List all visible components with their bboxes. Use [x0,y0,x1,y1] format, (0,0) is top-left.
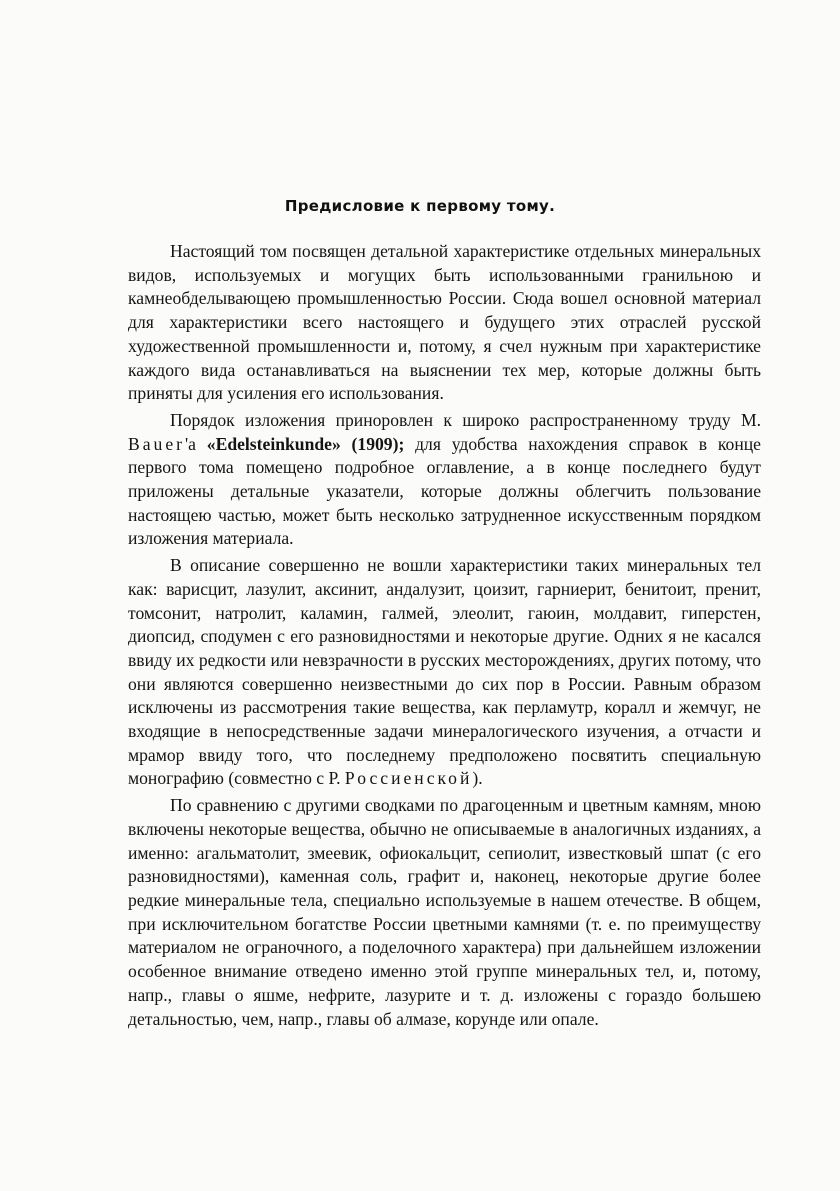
preface-title: Предисловие к первому тому. [284,197,556,215]
paragraph-3 [128,554,761,791]
paragraph-2-end: для удобства нахождения справок в конце первого тома помещено подробное оглавление, а в конце последнего будут приложены детальные указатели, которые должны облегчить пользование настоящею частью, может быть несколько затрудненное искусственным порядком изложения материала. [128,433,761,549]
preface-body [128,240,761,1031]
book-title: «Edelsteinkunde» (1909); [206,433,405,454]
paragraph-1: Настоящий том посвящен детальной характеристике отдельных минеральных видов, используемых и могущих быть использованными гранильною и камнеобделывающею промышленностью России. Сюда вошел основной материал для характеристики всего настоящего и будущего этих отраслей русской художественной промышленности и, потому, я счел нужным при характеристике каждого вида останавливаться на выяснении тех мер, которые должны быть приняты для усиления его использования. [128,241,761,404]
author-name: Bauer [128,433,186,454]
paragraph-2 [128,409,761,551]
paragraph-3-start: В описание совершенно не вошли характеристики таких минеральных тел как: варисцит, лазулит, аксинит, андалузит, цоизит, гарниерит, бенитоит, пренит, томсонит, натролит, каламин, галмей, элеолит, гаюин, молдавит, гиперстен, диопсид, сподумен с его разновидностями и некоторые другие. Одних я не касался ввиду их редкости или невзрачности в русских месторождениях, других потому, что они являются совершенно неизвестными до сих пор в России. Равным образом исключены из рассмотрения такие вещества, как перламутр, коралл и жемчуг, не входящие в непосредственные задачи минералогического изучения, а отчасти и мрамор ввиду того, что последнему предположено посвятить специальную монографию (совместно с Р. [128,555,761,789]
paragraph-2-start: Порядок изложения приноровлен к широко распространенному труду М. [170,409,761,430]
paragraph-4: По сравнению с другими сводками по драгоценным и цветным камням, мною включены некоторые вещества, обычно не описываемые в аналогичных изданиях, а именно: агальматолит, змеевик, офиокальцит, сепиолит, известковый шпат (с его разновидностями), каменная соль, графит и, наконец, некоторые другие более редкие минеральные тела, специально используемые в нашем отечестве. В общем, при исключительном богатстве России цветными камнями (т. е. по преимуществу материалом не ограночного, а поделочного характера) при дальнейшем изложении особенное внимание отведено именно этой группе минеральных тел, и, потому, напр., главы о яшме, нефрите, лазурите и т. д. изложены с гораздо большею детальностью, чем, напр., главы об алмазе, корунде или опале. [128,795,761,1029]
coauthor-name: Россиенской [344,768,473,789]
author-suffix: 'a [185,433,196,454]
paragraph-3-end: ). [472,768,483,789]
